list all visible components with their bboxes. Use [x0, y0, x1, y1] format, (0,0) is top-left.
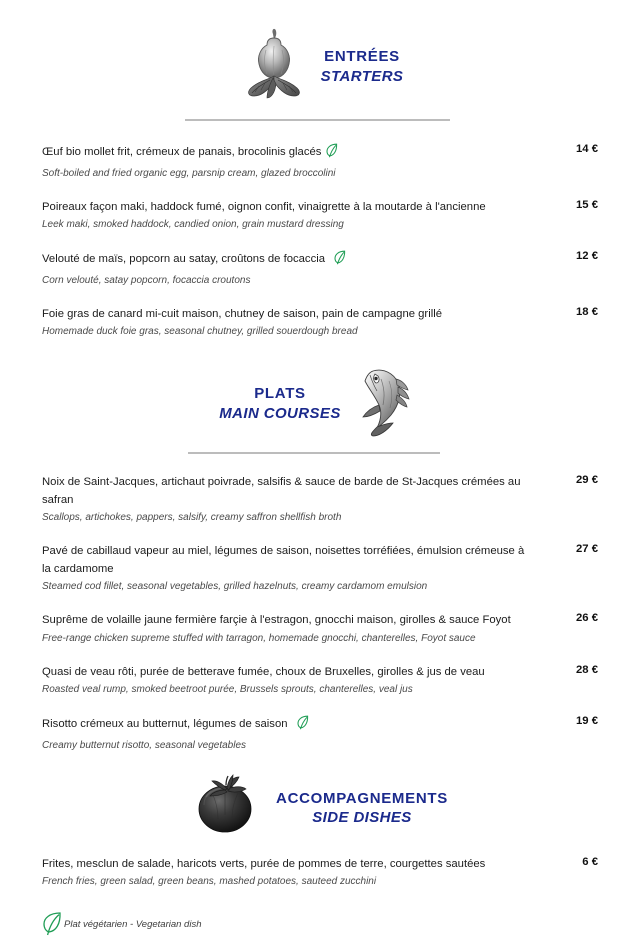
- menu-item: [42, 664, 598, 698]
- section-title-fr: ACCOMPAGNEMENTS: [276, 789, 448, 807]
- menu-item-price: 19 €: [576, 715, 598, 727]
- menu-item-name-text: Risotto crémeux au butternut, légumes de saison: [42, 718, 288, 730]
- menu-item-description: Homemade duck foie gras, seasonal chutney, grilled souerdough bread: [42, 326, 358, 337]
- menu-item-description: Corn velouté, satay popcorn, focaccia croutons: [42, 274, 251, 286]
- vegetarian-legend-text: Plat végétarien - Vegetarian dish: [64, 918, 202, 930]
- fish-engraving-icon: [351, 365, 421, 442]
- section-title-fr: PLATS: [254, 385, 306, 402]
- menu-item-name: [42, 250, 540, 272]
- onion-engraving-icon: [237, 26, 311, 107]
- menu-item-name-text: Velouté de maïs, popcorn au satay, croûtons de focaccia: [42, 253, 326, 265]
- section-header-main-courses: [0, 365, 640, 442]
- menu-item-price: 28 €: [576, 663, 598, 676]
- item-list-starters: [0, 143, 640, 339]
- menu-item-name-text: Frites, mesclun de salade, haricots verts, purée de pommes de terre, courgettes sautées: [42, 857, 486, 870]
- menu-item-description: Scallops, artichokes, pappers, salsify, creamy saffron shellfish broth: [42, 512, 342, 523]
- menu-item-name-text: Foie gras de canard mi-cuit maison, chutney de saison, pain de campagne grillé: [42, 307, 443, 320]
- menu-item-description: French fries, green salad, green beans, mashed potatoes, sauteed zucchini: [42, 876, 377, 887]
- section-title-en: MAIN COURSES: [219, 404, 341, 422]
- menu-item-name-text: Pavé de cabillaud vapeur au miel, légumes de saison, noisettes torréfiées, émulsion crémeuse à la cardamome: [42, 545, 525, 575]
- section-divider-main-courses: [188, 452, 440, 454]
- menu-item-description: Soft-boiled and fried organic egg, parsnip cream, glazed broccolini: [42, 167, 336, 179]
- vegetarian-legend: [0, 911, 640, 937]
- menu-item-name: [42, 543, 528, 578]
- menu-item-description: Leek maki, smoked haddock, candied onion, grain mustard dressing: [42, 219, 344, 230]
- menu-item-name: [42, 856, 540, 874]
- menu-item: [42, 543, 598, 594]
- tomato-engraving-icon: [192, 775, 262, 842]
- menu-item-description: Steamed cod fillet, seasonal vegetables, grilled hazelnuts, creamy cardamom emulsion: [42, 581, 428, 592]
- menu-item: [42, 143, 598, 181]
- section-title-en: STARTERS: [320, 67, 404, 85]
- menu-page: [0, 26, 640, 931]
- menu-item-price: 12 €: [576, 250, 598, 262]
- menu-item-price: 14 €: [576, 143, 598, 155]
- item-list-main-courses: [0, 474, 640, 753]
- menu-item-name-text: Poireaux façon maki, haddock fumé, oignon confit, vinaigrette à la moutarde à l'ancienne: [42, 200, 486, 213]
- menu-item-price: 26 €: [576, 612, 598, 624]
- menu-item: [42, 306, 598, 340]
- menu-item-name: [42, 143, 540, 165]
- menu-item-price: 29 €: [576, 474, 598, 486]
- menu-item-description: Free-range chicken supreme stuffed with tarragon, homemade gnocchi, chanterelles, Foyot sauce: [42, 632, 476, 644]
- section-header-side-dishes: [0, 775, 640, 842]
- section-title-fr: ENTRÉES: [324, 48, 400, 65]
- menu-item-price: 27 €: [576, 543, 598, 555]
- menu-item-price: 15 €: [576, 198, 598, 211]
- menu-item-description: Roasted veal rump, smoked beetroot purée, Brussels sprouts, chanterelles, veal jus: [42, 684, 413, 695]
- menu-item-name-text: Suprême de volaille jaune fermière farçie à l'estragon, gnocchi maison, girolles & sauce Foyot: [42, 614, 511, 626]
- section-header-starters: [0, 26, 640, 107]
- menu-item-name-text: Œuf bio mollet frit, crémeux de panais, brocolinis glacés: [42, 146, 322, 158]
- menu-item-name: [42, 664, 540, 682]
- section-divider-starters: [185, 119, 450, 121]
- menu-item-price: 18 €: [576, 305, 598, 318]
- menu-item: [42, 856, 598, 890]
- menu-item: [42, 474, 598, 525]
- menu-item-name: [42, 306, 540, 324]
- section-title-en: SIDE DISHES: [312, 809, 412, 826]
- leaf-icon: [42, 911, 62, 937]
- menu-item-name-text: Noix de Saint-Jacques, artichaut poivrade, salsifis & sauce de barde de St-Jacques crémées au safran: [42, 476, 521, 506]
- menu-item: [42, 612, 598, 646]
- leaf-icon: [326, 143, 338, 165]
- menu-item: [42, 715, 598, 753]
- leaf-icon: [334, 250, 346, 272]
- menu-item-description: Creamy butternut risotto, seasonal vegetables: [42, 739, 246, 751]
- menu-item-price: 6 €: [582, 855, 598, 868]
- menu-item: [42, 250, 598, 288]
- menu-item-name: [42, 715, 540, 737]
- menu-item-name: [42, 199, 540, 217]
- leaf-icon: [297, 715, 309, 737]
- item-list-side-dishes: [0, 856, 640, 890]
- menu-item: [42, 199, 598, 233]
- menu-item-name: [42, 612, 540, 630]
- menu-item-name-text: Quasi de veau rôti, purée de betterave fumée, choux de Bruxelles, girolles & jus de veau: [42, 665, 485, 678]
- menu-item-name: [42, 474, 540, 509]
